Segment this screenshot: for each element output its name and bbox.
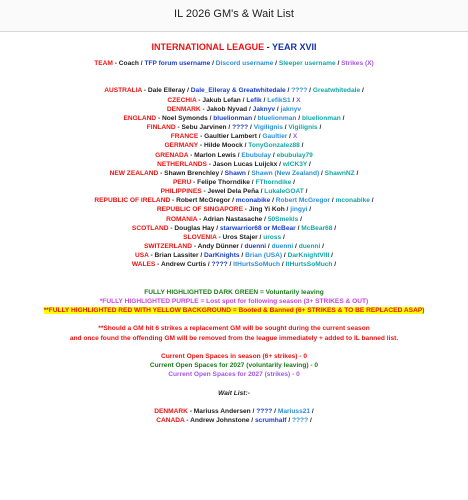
team-row bbox=[0, 233, 468, 242]
note-booted: **FULLY HIGHLIGHTED RED WITH YELLOW BACKGROUND = Booted & Banned (6+ STRIKES & TO BE REPLACED ASAP) bbox=[43, 307, 425, 315]
sleeper-username[interactable]: ebubulay79 bbox=[276, 151, 313, 159]
coach-name: - Jason Lucas Luijckx / bbox=[206, 160, 283, 168]
separator: / bbox=[270, 197, 276, 205]
separator: / bbox=[332, 224, 337, 232]
separator: / bbox=[299, 142, 304, 150]
coach-name: - Adrian Nastasache / bbox=[197, 215, 268, 223]
tfp-username[interactable]: bluelionman bbox=[213, 114, 253, 122]
tfp-username[interactable]: starwarrior68 or McBear bbox=[219, 224, 296, 232]
open-voluntary: Current Open Spaces for 2027 (voluntarily leaving) - 0 bbox=[149, 362, 319, 370]
team-name: NETHERLANDS bbox=[157, 160, 207, 168]
open-strikes: Current Open Spaces for 2027 (strikes) - 0 bbox=[168, 371, 300, 379]
team-row bbox=[0, 205, 468, 214]
tfp-username[interactable]: ???? bbox=[256, 407, 273, 415]
separator: / bbox=[271, 151, 277, 159]
legend-sep: / bbox=[335, 60, 342, 67]
team-name: SCOTLAND bbox=[131, 224, 169, 232]
sleeper-username[interactable]: TonyGonzalez88 bbox=[248, 142, 300, 150]
waitlist-row bbox=[0, 407, 468, 416]
waitlist bbox=[0, 407, 468, 425]
coach-name: - Noel Symonds / bbox=[156, 114, 214, 122]
separator: / bbox=[285, 87, 292, 95]
separator: / bbox=[291, 179, 296, 186]
team-name: ROMANIA bbox=[166, 215, 198, 223]
separator: / bbox=[329, 252, 333, 260]
league-year: YEAR XVII bbox=[272, 42, 317, 52]
team-name: CANADA bbox=[156, 416, 185, 424]
tfp-username[interactable]: duenni bbox=[244, 243, 267, 251]
separator: / bbox=[287, 133, 293, 141]
separator: / bbox=[307, 206, 312, 214]
separator: / bbox=[266, 243, 272, 251]
sleeper-username[interactable]: FThorndike bbox=[255, 179, 292, 186]
league-name: INTERNATIONAL LEAGUE bbox=[151, 42, 265, 52]
separator: / bbox=[290, 96, 297, 104]
post-content bbox=[0, 40, 468, 425]
separator: / bbox=[282, 124, 289, 132]
tfp-username[interactable]: Lefik bbox=[246, 96, 262, 104]
team-name: GERMANY bbox=[164, 142, 199, 150]
team-row bbox=[0, 151, 468, 160]
team-row bbox=[0, 123, 468, 132]
team-name: FRANCE bbox=[170, 133, 199, 141]
separator: / bbox=[332, 261, 337, 269]
sleeper-username[interactable]: wICK3Y bbox=[282, 160, 308, 168]
separator: / bbox=[245, 169, 252, 177]
legend-sleeper: Sleeper username bbox=[278, 60, 336, 67]
coach-name: - Jewel Dela Peña / bbox=[201, 188, 265, 196]
team-row bbox=[0, 160, 468, 169]
team-name: DENMARK bbox=[154, 407, 188, 415]
team-name: REPUBLIC OF IRELAND bbox=[94, 197, 171, 205]
separator: / bbox=[340, 114, 345, 122]
team-name: WALES bbox=[131, 261, 156, 269]
separator: / bbox=[261, 96, 268, 104]
discord-username[interactable]: jingyi bbox=[290, 206, 308, 214]
separator: / bbox=[307, 87, 313, 95]
sleeper-username[interactable]: Greatwhitedale bbox=[312, 87, 361, 95]
discord-username[interactable]: ???? bbox=[292, 416, 309, 424]
separator: / bbox=[317, 124, 322, 132]
legend-discord: Discord username bbox=[215, 60, 274, 67]
separator: / bbox=[360, 87, 364, 95]
sleeper-username[interactable]: 50Smekls bbox=[267, 215, 299, 223]
team-name: AUSTRALIA bbox=[104, 87, 143, 95]
separator: / bbox=[280, 261, 286, 269]
team-row bbox=[0, 169, 468, 178]
team-list bbox=[0, 86, 468, 269]
separator: / bbox=[320, 243, 325, 251]
discord-username[interactable]: jaknyv bbox=[280, 105, 302, 113]
separator: / bbox=[307, 160, 311, 168]
team-name: REPUBLIC OF SINGAPORE bbox=[156, 206, 243, 214]
team-row bbox=[0, 251, 468, 260]
separator: / bbox=[295, 224, 302, 232]
sleeper-username[interactable]: DarKnightVIII bbox=[287, 252, 330, 260]
sleeper-username[interactable]: LukaleGOAT bbox=[264, 188, 304, 196]
tfp-username[interactable]: DarKnights bbox=[204, 252, 240, 260]
open-season: Current Open Spaces in season (6+ strikes) - 0 bbox=[160, 352, 308, 360]
coach-name: - Andrew Johnstone / bbox=[184, 416, 255, 424]
team-row bbox=[0, 196, 468, 205]
team-row bbox=[0, 178, 468, 187]
title-bar bbox=[0, 0, 468, 32]
coach-name: - Hilde Moock / bbox=[198, 142, 249, 150]
team-row bbox=[0, 260, 468, 269]
discord-username[interactable]: ItHurtsSoMuch bbox=[233, 261, 281, 269]
tfp-username[interactable]: mconabike bbox=[235, 197, 271, 205]
team-row bbox=[0, 141, 468, 150]
sleeper-username[interactable]: ShawnNZ bbox=[324, 169, 355, 177]
team-name: ENGLAND bbox=[123, 114, 157, 122]
coach-name: - Mariuss Andersen / bbox=[187, 407, 257, 415]
discord-username[interactable]: Mariuss21 bbox=[277, 407, 311, 415]
separator: / bbox=[286, 416, 292, 424]
discord-username[interactable]: Gaultier bbox=[262, 133, 288, 141]
discord-username[interactable]: LefikS1 bbox=[267, 96, 291, 104]
waitlist-row bbox=[0, 416, 468, 425]
coach-name: - Douglas Hay / bbox=[168, 224, 220, 232]
coach-name: - Sebu Jarvinen / bbox=[175, 124, 233, 132]
legend-coach: - Coach / bbox=[112, 60, 145, 67]
discord-username[interactable]: duenni bbox=[271, 243, 294, 251]
discord-username[interactable]: Vigilignis bbox=[253, 124, 283, 132]
separator: / bbox=[293, 243, 299, 251]
coach-name: - Brian Lassiter / bbox=[148, 252, 205, 260]
team-row bbox=[0, 242, 468, 251]
coach-name: - Robert McGregor / bbox=[170, 197, 236, 205]
separator: / bbox=[303, 188, 308, 196]
note-purple: *FULLY HIGHLIGHTED PURPLE = Lost spot for following season (3+ STRIKES & OUT) bbox=[99, 298, 369, 305]
separator: / bbox=[282, 252, 288, 260]
team-row bbox=[0, 224, 468, 233]
separator: / bbox=[296, 114, 302, 122]
legend-line bbox=[0, 59, 468, 68]
team-row bbox=[0, 215, 468, 224]
separator: / bbox=[329, 197, 336, 205]
waitlist-title: Wait List:- bbox=[218, 389, 250, 397]
strikes: X bbox=[296, 96, 301, 104]
coach-name: - Gaultier Lambert / bbox=[198, 133, 263, 141]
sleeper-username[interactable]: uross bbox=[263, 233, 282, 241]
discord-username[interactable]: ???? bbox=[291, 87, 308, 95]
separator: / bbox=[319, 169, 325, 177]
tfp-username[interactable]: Shawn bbox=[224, 169, 246, 177]
separator: / bbox=[298, 215, 302, 223]
team-name: PHILIPPINES bbox=[160, 188, 202, 196]
separator: / bbox=[308, 416, 312, 424]
separator: / bbox=[310, 407, 314, 415]
sleeper-username[interactable]: McBear68 bbox=[301, 224, 333, 232]
team-row bbox=[0, 86, 468, 95]
tfp-username[interactable]: scrumhalf bbox=[254, 416, 287, 424]
legend-tfp: TFP forum username bbox=[144, 60, 211, 67]
sleeper-username[interactable]: bluelionman bbox=[301, 114, 341, 122]
sleeper-username[interactable]: Vigilignis bbox=[288, 124, 318, 132]
sleeper-username[interactable]: ItHurtsSoMuch bbox=[285, 261, 333, 269]
tfp-username[interactable]: ???? bbox=[232, 124, 249, 132]
separator: / bbox=[354, 169, 359, 177]
team-row bbox=[0, 96, 468, 105]
team-name: SLOVENIA bbox=[183, 233, 217, 241]
page-title: IL 2026 GM's & Wait List bbox=[174, 8, 294, 20]
sleeper-username[interactable]: mconabike bbox=[335, 197, 370, 205]
rule-line-2: and once found the offending GM will be removed from the league immediately + added to IL banned list. bbox=[69, 334, 399, 342]
coach-name: - Andrew Curtis / bbox=[155, 261, 212, 269]
team-name: NEW ZEALAND bbox=[109, 169, 159, 177]
team-name: DENMARK bbox=[166, 105, 201, 113]
coach-name: - Uros Stajer / bbox=[216, 233, 264, 241]
separator: / bbox=[248, 124, 254, 132]
strikes: X bbox=[292, 133, 298, 141]
coach-name: - Jing Yi Koh / bbox=[242, 206, 291, 214]
team-row bbox=[0, 187, 468, 196]
discord-username[interactable]: Shawn (New Zealand) bbox=[251, 169, 320, 177]
team-name: SWITZERLAND bbox=[143, 243, 192, 251]
team-name: GRENADA bbox=[155, 151, 189, 159]
discord-username[interactable]: bluelionman bbox=[257, 114, 297, 122]
team-row bbox=[0, 114, 468, 123]
coach-name: - Andy Dünner / bbox=[191, 243, 245, 251]
tfp-username[interactable]: ???? bbox=[211, 261, 228, 269]
team-name: FINLAND bbox=[146, 124, 176, 132]
team-row bbox=[0, 105, 468, 114]
coach-name: - Dale Elleray / bbox=[142, 87, 191, 95]
coach-name: - Jakob Nyvad / bbox=[200, 105, 253, 113]
legend-team: TEAM bbox=[94, 60, 113, 67]
tfp-username[interactable]: Dale_Elleray & Greatwhitedale bbox=[190, 87, 286, 95]
separator: / bbox=[239, 252, 246, 260]
separator: / bbox=[252, 114, 258, 122]
coach-name: - Jakub Lefan / bbox=[196, 96, 247, 104]
separator: / bbox=[281, 233, 285, 241]
separator: / bbox=[369, 197, 374, 205]
note-dark-green: FULLY HIGHLIGHTED DARK GREEN = Voluntarily leaving bbox=[144, 288, 324, 296]
team-name: PERU bbox=[172, 179, 192, 186]
legend-strikes: Strikes (X) bbox=[341, 60, 374, 67]
team-name: CZECHIA bbox=[167, 96, 197, 104]
tfp-username[interactable]: Jaknyv bbox=[252, 105, 276, 113]
rule-line-1: **Should a GM hit 6 strikes a replacement GM will be sought during the current season bbox=[98, 325, 370, 333]
discord-username[interactable]: Ebubulay bbox=[241, 151, 272, 159]
discord-username[interactable]: Robert McGregor bbox=[275, 197, 330, 205]
team-row bbox=[0, 132, 468, 141]
coach-name: - Felipe Thorndike / bbox=[191, 179, 256, 186]
legend-sep: / bbox=[273, 60, 279, 67]
coach-name: - Shawn Brenchley / bbox=[158, 169, 225, 177]
legend-sep: / bbox=[210, 60, 216, 67]
league-heading bbox=[0, 40, 468, 54]
league-sep: - bbox=[264, 42, 272, 52]
team-name: USA bbox=[134, 252, 149, 260]
separator: / bbox=[227, 261, 234, 269]
coach-name: - Marlon Lewis / bbox=[188, 151, 242, 159]
separator: / bbox=[272, 407, 278, 415]
sleeper-username[interactable]: duenni bbox=[298, 243, 321, 251]
separator: / bbox=[275, 105, 281, 113]
discord-username[interactable]: Brian (USA) bbox=[245, 252, 283, 260]
